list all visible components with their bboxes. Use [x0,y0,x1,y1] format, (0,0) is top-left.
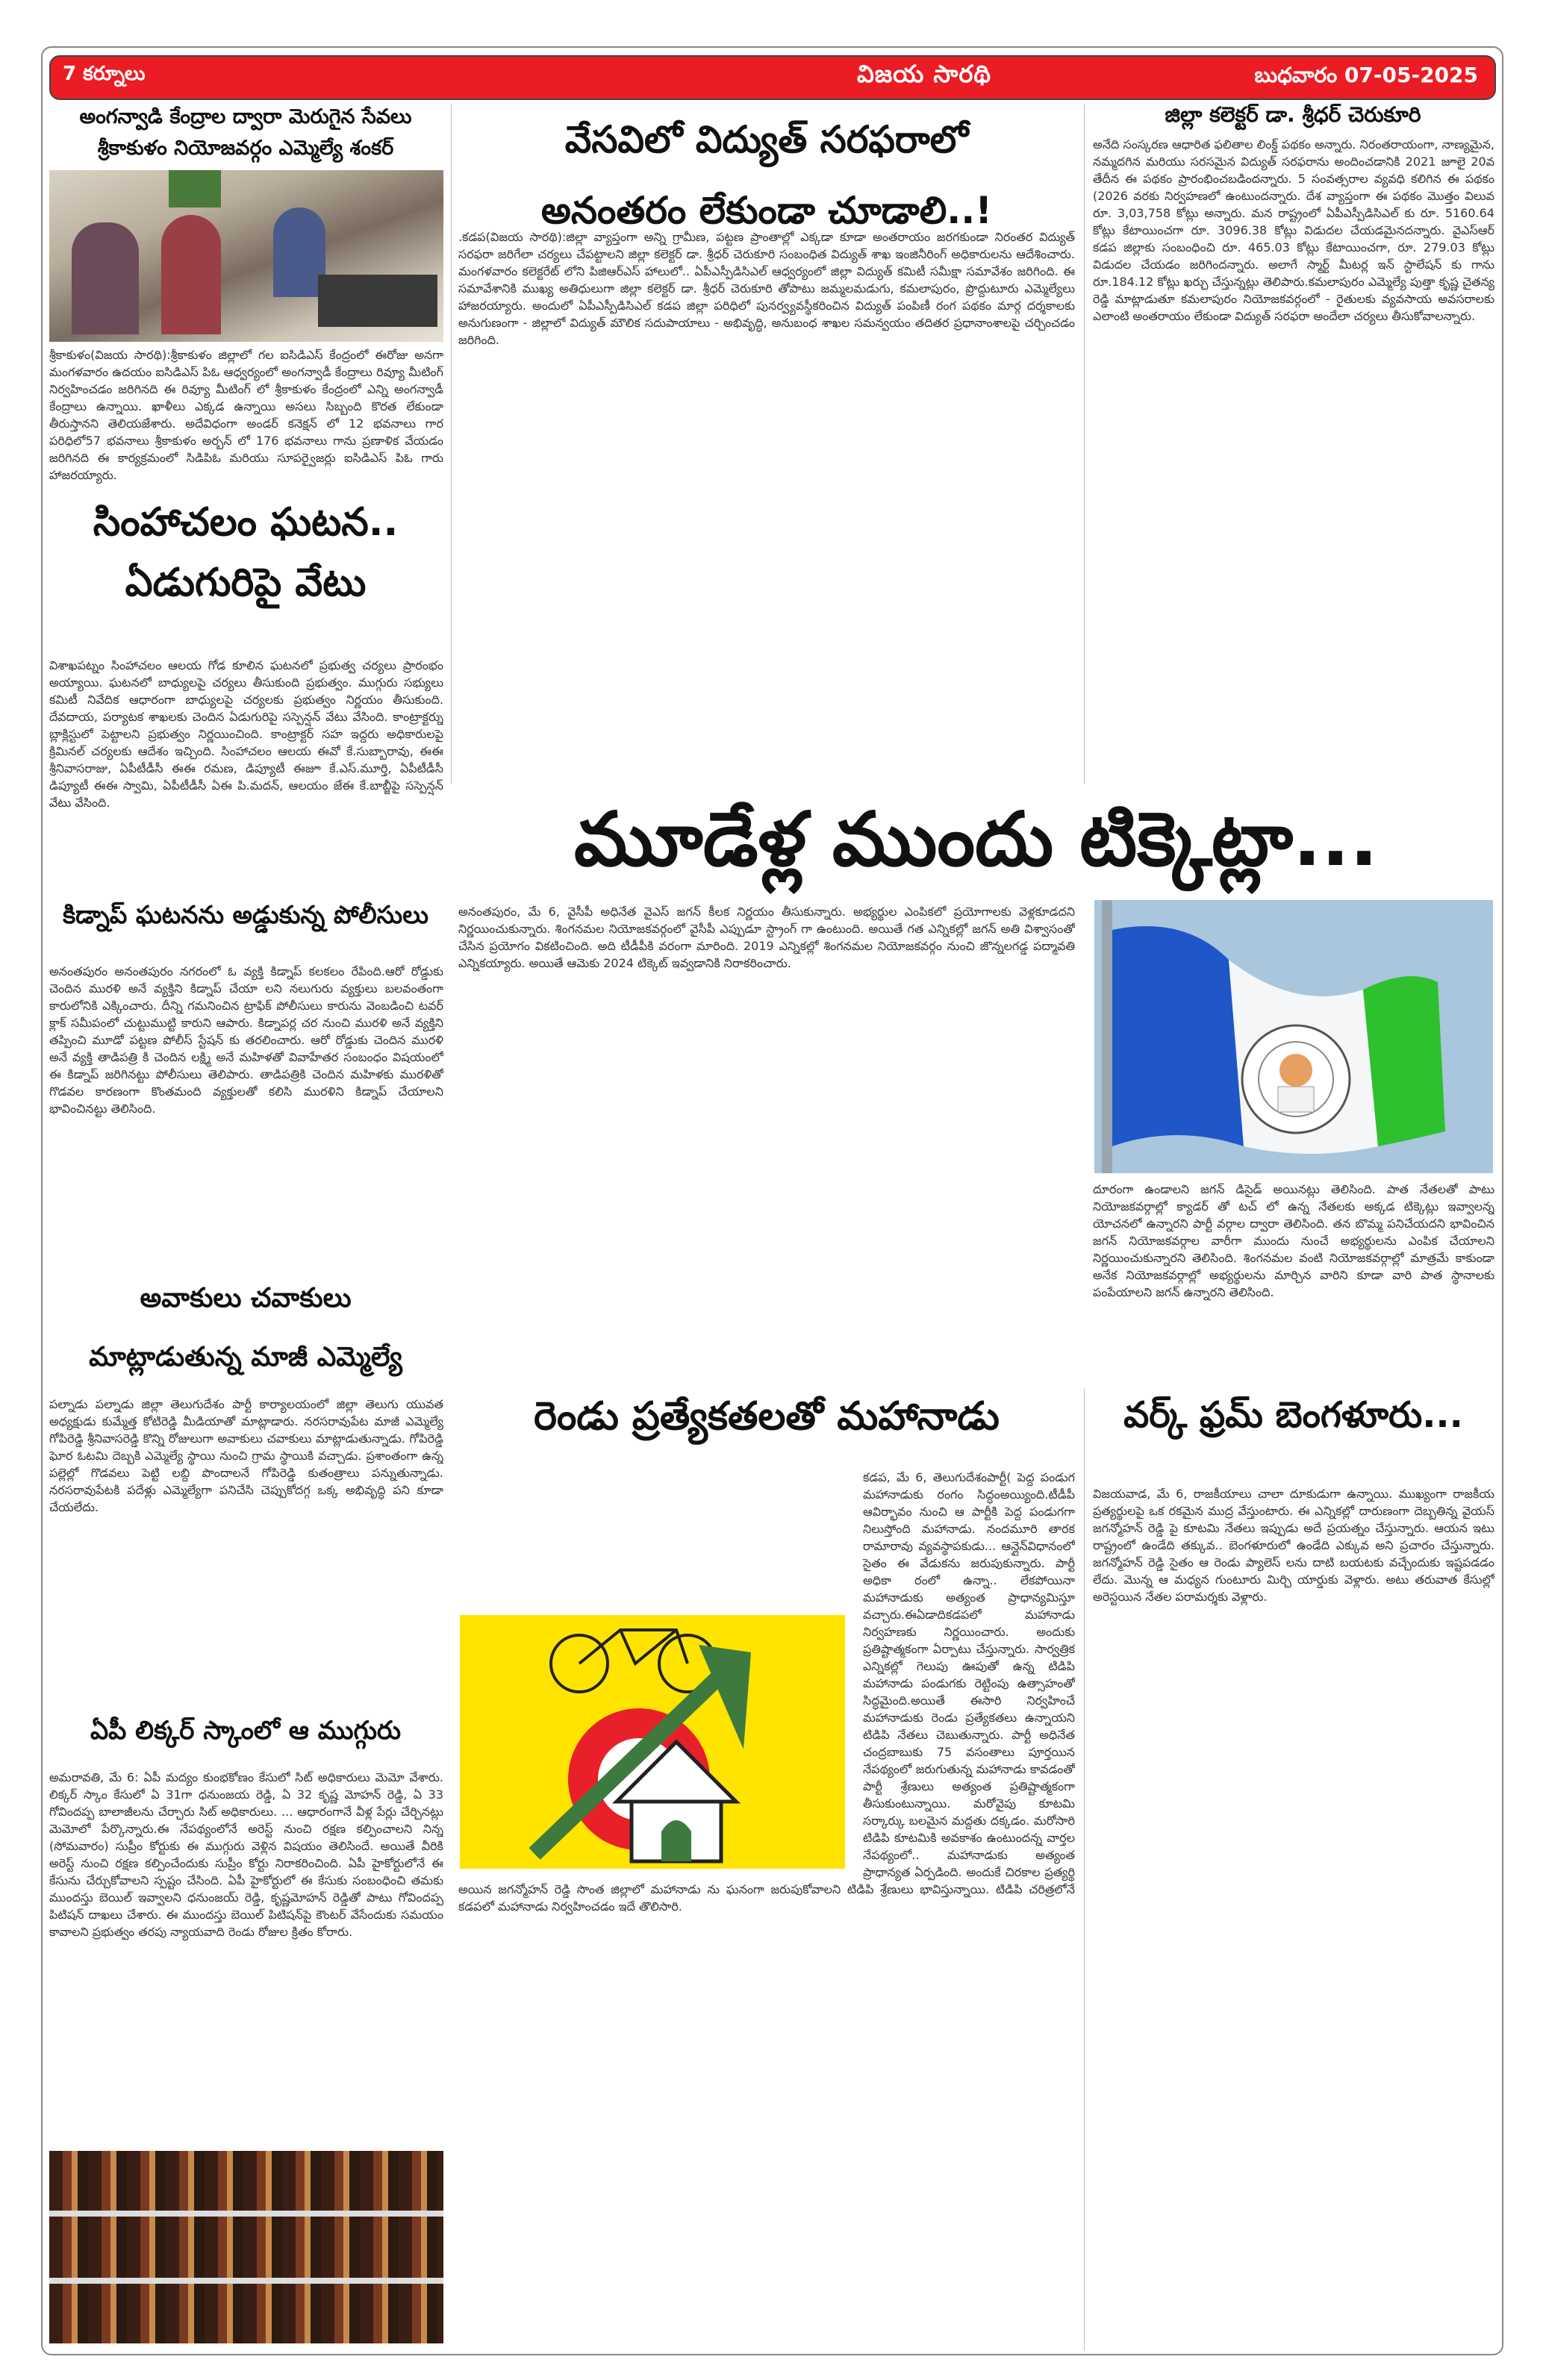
wfh-headline: వర్క్ ఫ్రమ్ బెంగళూరు... [1123,1394,1463,1436]
wfh-body: విజయవాడ, మే 6, రాజకీయాలు చాలా దూకుడుగా ఉన్నాయి. ముఖ్యంగా రాజకీయ ప్రత్యర్థులపై ఒక రకమైన ముద్ర వేస్తుంటారు. ఈ ఎన్నికల్లో దారుణంగా దెబ్బతిన్న వైయస్ జగన్మోహన్ రెడ్డి పై కూటమి నేతలు ఇప్పుడు అదే ప్రయత్నం చేస్తున్నారు. ఆయన ఇటు రాష్ట్రంలో ఉండేది తక్కువ.. బెంగళూరులో ఉండేది ఎక్కువ అని ప్రచారం చేస్తున్నారు. జగన్మోహన్ రెడ్డి సైతం ఆ రెండు ప్యాలెస్ లను దాటి బయటకు వచ్చేందుకు ఇష్టపడడం లేదు. మొన్న ఆ మధ్యన గుంటూరు మిర్చి యార్డుకు వెళ్లారు. అటు తరువాత కేసుల్లో అరెస్టయిన నేతల పరామర్శకు వెళ్లారు. [1093,1487,1494,1604]
headline-line: మాట్లాడుతున్న మాజీ ఎమ్మెల్యే [89,1342,402,1373]
mahanadu-headline: రెండు ప్రత్యేకతలతో మహానాడు [534,1394,1000,1439]
masthead [49,55,1496,100]
liquor-headline: ఏపీ లిక్కర్ స్కాంలో ఆ ముగ్గురు [90,1716,401,1746]
ticket-body: అనంతపురం, మే 6, వైసీపీ అధినేత వైఎస్ జగన్ కీలక నిర్ణయం తీసుకున్నారు. అభ్యర్థుల ఎంపికలో ప్రయోగాలకు వెళ్లకూడదని నిర్ణయించుకున్నారు. శింగనమల నియోజకవర్గంలో వైసీపీ ఎప్పుడూ స్ట్రాంగ్ గా ఉంటుంది. అయితే గత ఎన్నికల్లో జగన్ అతి విశ్వాసంతో చేసిన ప్రయోగం వికటించింది. అది టీడీపీకి వరంగా మారింది. 2019 ఎన్నికల్లో శింగనమల నియోజకవర్గం నుంచి జొన్నలగడ్డ పద్మావతి ఎన్నికయ్యారు. అయితే ఆమెకు 2024 టిక్కెట్ ఇవ్వడానికి నిరాకరించారు. [458,905,1075,970]
ticket-headline: మూడేళ్ల ముందు టిక్కెట్లా... [574,796,1378,883]
headline-line: వేసవిలో విద్యుత్ సరఫరాలో [564,118,969,161]
collector-heading: జిల్లా కలెక్టర్ డా. శ్రీధర్ చెరుకూరి [1165,102,1421,127]
column-divider [1084,1388,1085,2351]
power-headline [457,104,1076,246]
kidnap-body: అనంతపురం అనంతపురం నగరంలో ఓ వ్యక్తి కిడ్నాప్ కలకలం రేపింది.ఆరో రోడ్డుకు చెందిన మురళి అనే వ్యక్తిని కిడ్నాప్ చేయా లని నలుగురు వ్యక్తులు బలవంతంగా కారులోనికి ఎక్కించారు. దీన్ని గమనించిన ట్రాఫిక్ పోలీసులు కారును వెంబడించి టవర్ క్లాక్ సమీపంలో చుట్టుముట్టి కారుని ఆపారు. కిడ్నాపర్ల చర నుంచి మురళి అనే వ్యక్తిని తప్పించి మూడో పట్టణ పోలీస్ స్టేషన్ కు తరలించారు. ఆరో రోడ్డుకు చెందిన మురళి అనే వ్యక్తి తాడిపత్రి కి చెందిన లక్ష్మి అనే మహిళతో వివాహేతర సంబంధం విషయంలో ఈ కిడ్నాప్ జరిగినట్టు పోలీసులు తెలిపారు. తాడిపత్రికి చెందిన మహిళకు మురళితో గొడవల కారణంగా కొంతమంది వ్యక్తులతో కలిసి మురళిని కిడ్నాప్ చేయాలని భావించినట్టు తెలిసింది. [49,964,443,1116]
liquor-body: అమరావతి, మే 6: ఏపీ మద్యం కుంభకోణం కేసులో సిట్ అధికారులు మెమో వేశారు. లిక్కర్ స్కాం కేసులో ఏ 31గా ధనుంజయ రెడ్డి, ఏ 32 కృష్ణ మోహన్ రెడ్డి, ఏ 33 గోవిందప్ప బాలాజీలను చేర్చారు సిట్ అధికారులు. ... ఆధారంగానే వీళ్ల పేర్లు చేర్చినట్లు మెమోలో పేర్కొన్నారు.ఈ నేపథ్యంలోనే అరెస్ట్ నుంచి రక్షణ కల్పించాలని నిన్న (సోమవారం) సుప్రీం కోర్టుకు ఈ ముగ్గురు వెళ్లిన విషయం తెలిసిందే. అయితే వీరికి అరెస్ట్ నుంచి రక్షణ కల్పించేందుకు సుప్రీం కోర్టు నిరాకరించింది. ఏపీ హైకోర్టులోనే ఈ కేసును చేర్చుకోవాలని స్పష్టం చేసింది. ఏపీ హైకోర్టులో ఈ కేసుకు సంబంధించి తమకు ముందస్తు బెయిల్ ఇవ్వాలని ధనుంజయ్ రెడ్డి, కృష్ణమోహన్ రెడ్డితో పాటు గోవిందప్ప పిటిషన్ దాఖలు చేశారు. ఈ ముందస్తు బెయిల్ పిటిషన్‌పై కౌంటర్ వేసేందుకు సమయం కావాలని ప్రభుత్వం తరపు న్యాయవాది రెండు రోజుల క్రితం కోరారు. [49,1770,443,1939]
anganwadi-headline [48,104,443,161]
mahanadu-body [458,1469,1075,2349]
headline-line: శ్రీకాకుళం నియోజవర్గం ఎమ్మెల్యే శంకర్ [97,136,394,160]
ticket-side-body: దూరంగా ఉండాలని జగన్ డిసైడ్ అయినట్లు తెలిసింది. పాత నేతలతో పాటు నియోజకవర్గాల్లో క్యాడర్ తో టచ్ లో ఉన్న నేతలకు అక్కడ టిక్కెట్లు ఇవ్వాలన్న యోచనలో ఉన్నారని పార్టీ వర్గాల ద్వారా తెలిసింది. తన బొమ్మ పనిచేయదని భావించిన జగన్ నియోజకవర్గాల వారీగా ముందు నుంచే అభ్యర్థులను ఎంపిక చేయాలని నిర్ణయించుకున్నారని తెలిసింది. శింగనమల వంటి నియోజకవర్గాల్లో మాత్రమే కాకుండా అనేక నియోజకవర్గాల్లో అభ్యర్థులను మార్చిన వారిని కూడా వారి పాత స్థానాలకు పంపేయాలని జగన్ ఉన్నారని తెలిసింది. [1093,1182,1494,1299]
ysrcp-flag [1094,900,1493,1173]
meeting-photo [49,170,443,342]
avakulu-body: పల్నాడు పల్నాడు జిల్లా తెలుగుదేశం పార్టీ కార్యాలయంలో జిల్లా తెలుగు యువత అధ్యక్షుడు కుమ్మేత్త కోటిరెడ్డి మీడియాతో మాట్లాడారు. నరసరావుపేట మాజీ ఎమ్మెల్యే గోపిరెడ్డి శ్రీనివాసరెడ్డి కొన్ని రోజులుగా అవాకులు చవాకులు మాట్లాడుతున్నాడు. గోపిరెడ్డి ఘోర ఓటమి దెబ్బకి ఎమ్మెల్యే స్థాయి నుంచి గ్రామ స్థాయికి వచ్చాడు. ప్రశాంతంగా ఉన్న పల్లెల్లో గొడవలు పెట్టి లబ్ది పొందాలనే గోపిరెడ్డి కుతంత్రాలు పన్నుతున్నాడు. నరసరావుపేటకి పదేళ్లు ఎమ్మెల్యేగా పనిచేసి చెప్పుకోదగ్గ ఒక్క అభివృద్ధి పని కూడా చేయలేదు. [49,1397,443,1514]
anganwadi-body: శ్రీకాకుళం(విజయ సారథి):శ్రీకాకుళం జిల్లాలో గల ఐసిడిఎస్ కేంద్రంలో ఈరోజు అనగా మంగళవారం ఉదయం ఐసిడిఎస్ పిఓ ఆధ్వర్యంలో అంగన్వాడీ కేంద్రాలు రివ్యూ మీటింగ్ నిర్వహించడం జరిగినది ఈ రివ్యూ మీటింగ్ లో శ్రీకాకుళం కేంద్రంలో ఎన్ని అంగన్వాడీ కేంద్రాలు ఉన్నాయి. ఖాళీలు ఎక్కడ ఉన్నాయి అసలు సిబ్బంది కొరత లేకుండా తీరుస్తానని తెలియజేశారు. అదేవిధంగా అండర్ కనెక్షన్ లో 12 భవనాలు గార పరిధిలో57 భవనాలు శ్రీకాకుళం అర్బన్ లో 176 భవనాలు గాను ప్రణాళిక వేయడం జరిగినది ఈ కార్యక్రమంలో సిడిపిఓ మరియు సూపర్వైజర్లు ఐసిడిఎస్ పిఓ గారు హాజరయ్యారు. [49,348,443,482]
simhachalam-body: విశాఖపట్నం సింహాచలం ఆలయ గోడ కూలిన ఘటనలో ప్రభుత్వ చర్యలు ప్రారంభం అయ్యాయి. ఘటనలో బాధ్యులపై చర్యలు తీసుకుంది ప్రభుత్వం. ముగ్గురు సభ్యులు కమిటీ నివేదిక ఆధారంగా బాధ్యులపై చర్యలకు ప్రభుత్వం నిర్ణయం తీసుకుంది. దేవదాయ, పర్యాటక శాఖలకు చెందిన ఏడుగురిపై సస్పెన్షన్ వేటు వేసింది. కాంట్రాక్టర్ను బ్లాక్లిస్టులో పెట్టాలని ప్రభుత్వం నిర్ణయించింది. కాంట్రాక్టర్ సహ ఇద్దరు అధికారులపై క్రిమినల్ చర్యలకు ఆదేశం ఇచ్చింది. సింహాచలం ఆలయ ఈవో కే.సుబ్బారావు, ఈఈ శ్రీనివాసరాజు, ఏపీటీడీసీ ఈఈ రమణ, డిప్యూటీ ఈజూ కే.ఎస్.మూర్తి, ఏపీటీడీసీ డిప్యూటీ ఈఈ స్వామి, ఏపీటీడీసీ ఏఈ పి.మదన్, ఆలయం జేఈ కే.బాబ్జీపై సస్పెన్షన్ వేటు వేసింది. [49,658,443,810]
flag-graphic [1094,900,1493,1173]
liquor-shelf-photo [49,2151,443,2343]
mahanadu-text: కడప, మే 6, తెలుగుదేశంపార్టీ( పెద్ద పండుగ మహానాడుకు రంగం సిద్ధంఅయ్యింది.టీడీపీ ఆవిర్భావం నుంచి ఆ పార్టీకి పెద్ద పండుగగా నిలుస్తోంది మహానాడు. నందమూరి తారక రామారావు వ్యవస్థాపకుడు... ఆన్లైన్‌విధానంలో సైతం ఈ వేడుకను జరుపుకున్నారు. పార్టీ అధికా రంలో ఉన్నా.. లేకపోయినా మహానాడుకు అత్యంత ప్రాధాన్యమిస్తూ వచ్చారు.ఈఏడాదికడపలో మహానాడు నిర్వహణకు నిర్ణయించారు. అందుకు ప్రతిష్టాత్మకంగా ఏర్పాటు చేస్తున్నారు. సార్వత్రిక ఎన్నికల్లో గెలుపు ఊపుతో ఉన్న టిడిపి మహానాడు పండుగకు రెట్టింపు ఉత్సాహంతో సిద్ధమైంది.అయితే ఈసారి నిర్వహించే మహానాడుకు రెండు ప్రత్యేకతలు ఉన్నాయని టిడిపి నేతలు చెబుతున్నారు. పార్టీ అధినేత చంద్రబాబుకు 75 వసంతాలు పూర్తయిన నేపథ్యంలో జరుగుతున్న మహానాడు కావడంతో పార్టీ శ్రేణులు అత్యంత ప్రతిష్టాత్మకంగా తీసుకుంటున్నాయి. మరోవైపు కూటమి సర్కార్కు బలమైన మద్దతు దక్కడం. మరోసారి టిడిపి కూటమికి అవకాశం ఉంటుందన్న వార్తల నేపథ్యంలో.. మహానాడుకు అత్యంత ప్రాధాన్యత ఏర్పడింది. అందుకే చిరకాల ప్రత్యర్థి అయిన జగన్మోహన్ రెడ్డి సొంత జిల్లాలో మహానాడు ను ఘనంగా జరుపుకోవాలని టిడిపి శ్రేణులు భావిస్తున్నాయి. టిడిపి చరిత్రలోనే కడపలో మహానాడు నిర్వహించడం ఇదే తొలిసారి. [458,1470,1075,1914]
power-side-body: అనేది సంస్కరణ ఆధారిత ఫలితాల లింక్డ్ పథకం అన్నారు. నిరంతరాయంగా, నాణ్యమైన, నమ్మదగిన మరియు సరసమైన విద్యుత్ సరఫరాను అందించడానికి 2021 జూలై 20వ తేదీన ఈ పథకం ప్రారంభించబడిందన్నారు. 5 సంవత్సరాల వ్యవధి కలిగిన ఈ పథకం (2026 వరకు నిర్వహణలో ఉంటుందన్నారు. దేశ వ్యాప్తంగా ఈ పథకం మొత్తం విలువ రూ. 3,03,758 కోట్లు అన్నారు. మన రాష్ట్రంలో ఏపీఎస్పీడిసిఎల్ కు రూ. 5160.64 కోట్లు కేటాయించగా రూ. 3096.38 కోట్లు విడుదల చేయడమైనదన్నారు. వైఎస్ఆర్ కడప జిల్లాకు సంబంధించి రూ. 465.03 కోట్లు కేటాయించగా, రూ. 279.03 కోట్లు విడుదల చేయడం జరిగిందన్నారు. అలాగే స్మార్ట్ మీటర్ల ఇన్ స్టాలేషన్ కు గాను రూ.184.12 కోట్లు ఖర్చు చేస్తున్నట్లు తెలిపారు.కమలాపురం ఎమ్మెల్యే పుత్తా కృష్ణ చైతన్య రెడ్డి మాట్లాడుతూ కమలాపురం నియోజకవర్గంలో - రైతులకు వ్యవసాయ అవసరాలకు ఎలాంటి అంతరాయం లేకుండా విద్యుత్ సరఫరా అందేలా చర్యలు తీసుకోవాలన్నారు. [1093,137,1494,323]
issue-date: బుధవారం 07-05-2025 [1254,63,1478,87]
logo-wrap-space [458,1611,855,1869]
headline-line: అంగన్వాడి కేంద్రాల ద్వారా మెరుగైన సేవలు [79,105,412,128]
power-body: .కడప(విజయ సారథి):జిల్లా వ్యాప్తంగా అన్ని గ్రామీణ, పట్టణ ప్రాంతాల్లో ఎక్కడా కూడా అంతరాయం జరగకుండా నిరంతర విద్యుత్ సరఫరా జరిగేలా చర్యలు చేపట్టాలని జిల్లా కలెక్టర్ డా. శ్రీధర్ చెరుకూరి సంబంధిత విద్యుత్ శాఖ ఇంజినీరింగ్ అధికారులను ఆదేశించారు. మంగళవారం కలెక్టరేట్ లోని పిజిఆర్ఎస్ హాలులో.. ఏపీఎస్పీడిసిఎల్ ఆధ్వర్యంలో జిల్లా విద్యుత్ కమిటీ సమీక్షా సమావేశం జరిగింది. ఈ సమావేశానికి ముఖ్య అతిధులుగా జిల్లా కలెక్టర్ డా. శ్రీధర్ చెరుకూరి తోపాటు జమ్మలమడుగు, కమలాపురం, ప్రొద్దుటూరు ఎమ్మెల్యేలు హాజరయ్యారు. అందులో ఏపీఎస్పీడిసిఎల్ కడప జిల్లా పరిధిలో పునర్వ్యవస్థీకరించిన విద్యుత్ పంపిణీ రంగ పథకం మార్గ దర్శకాలకు అనుగుణంగా - జిల్లాలో విద్యుత్ మౌలిక సదుపాయాలు - అభివృద్ధి, అనుబంధ శాఖల సమన్వయం తదితర ప్రధానాంశాలపై చర్చించడం జరిగింది. [458,230,1075,347]
headline-line: అవాకులు చవాకులు [140,1283,352,1314]
headline-line: సింహాచలం ఘటన.. [93,500,399,545]
column-divider [1084,104,1085,784]
headline-line: ఏడుగురిపై వేటు [125,560,367,605]
simhachalam-headline [48,493,443,613]
paper-name: విజయ సారథి [857,60,991,88]
avakulu-headline [48,1269,443,1387]
page-label: 7 కర్నూలు [63,63,146,85]
column-divider [451,104,452,784]
headline-line: అనంతరం లేకుండా చూడాలి..! [540,189,993,232]
kidnap-headline: కిడ్నాప్ ఘటనను అడ్డుకున్న పోలీసులు [62,900,429,929]
